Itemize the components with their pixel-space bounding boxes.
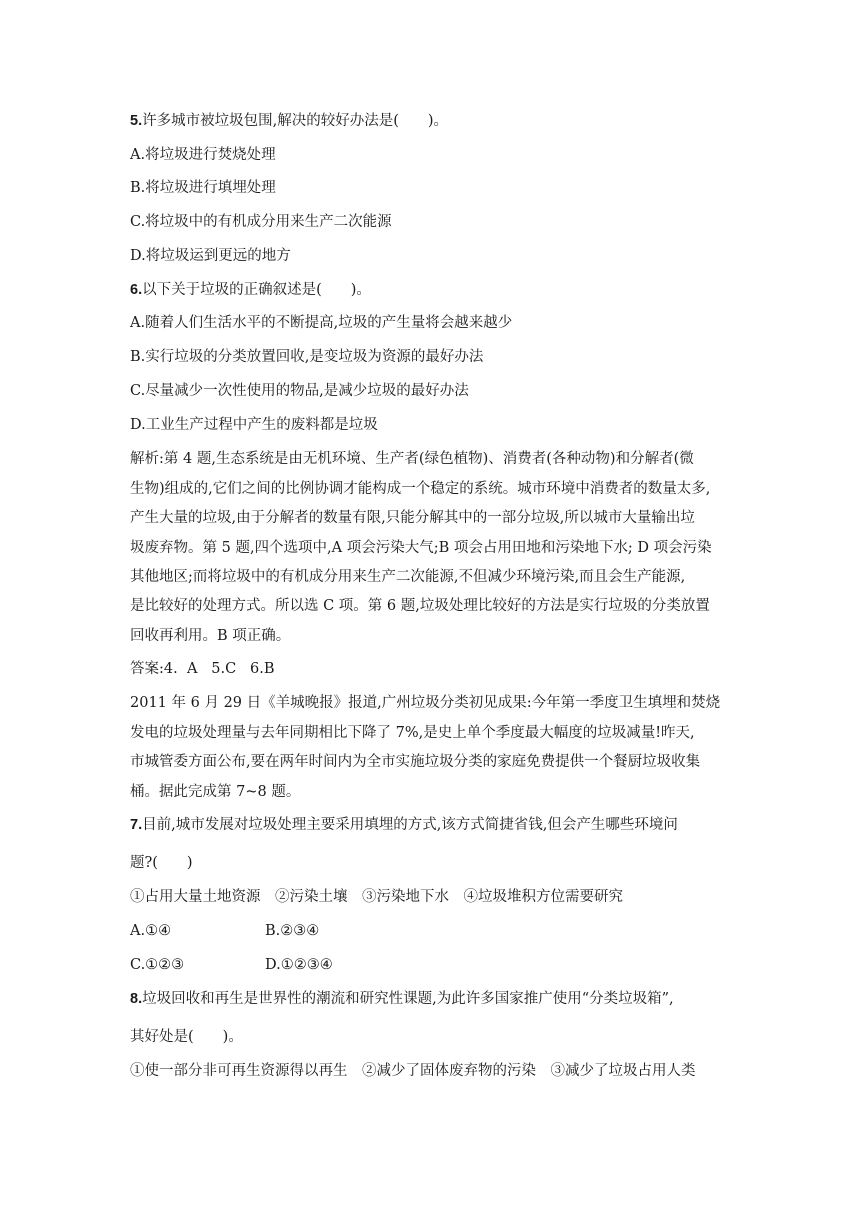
question-number: 6. (130, 282, 143, 298)
analysis-line: 回收再利用。B 项正确。 (130, 628, 291, 644)
option-d: D.①②③④ (265, 957, 333, 973)
question-text: 以下关于垃圾的正确叙述是( )。 (142, 282, 371, 298)
option-c: C.将垃圾中的有机成分用来生产二次能源 (130, 214, 392, 230)
question-6-stem (130, 280, 371, 300)
question-number: 8. (130, 991, 143, 1007)
question-text: 目前,城市发展对垃圾处理主要采用填埋的方式,该方式简捷省钱,但会产生哪些环境问 (142, 817, 678, 833)
option-b: B.②③④ (265, 923, 320, 939)
question-7-stem-cont: 题?( ) (130, 855, 193, 871)
question-8-stem (130, 989, 674, 1009)
answer-line: 答案:4. A 5.C 6.B (130, 661, 275, 677)
option-b: B.实行垃圾的分类放置回收,是变垃圾为资源的最好办法 (130, 349, 484, 365)
question-number: 7. (130, 817, 143, 833)
analysis-line: 生物)组成的,它们之间的比例协调才能构成一个稳定的系统。城市环境中消费者的数量太多, (130, 481, 711, 497)
option-c: C.尽量减少一次性使用的物品,是减少垃圾的最好办法 (130, 383, 469, 399)
analysis-line: 解析:第 4 题,生态系统是由无机环境、生产者(绿色植物)、消费者(各种动物)和分解者(微 (130, 451, 694, 467)
passage-line: 2011 年 6 月 29 日《羊城晚报》报道,广州垃圾分类初见成果:今年第一季度卫生填埋和焚烧 (130, 695, 721, 711)
option-d: D.工业生产过程中产生的废料都是垃圾 (130, 417, 378, 433)
option-d: D.将垃圾运到更远的地方 (130, 248, 291, 264)
question-7-items: ①占用大量土地资源 ②污染土壤 ③污染地下水 ④垃圾堆积方位需要研究 (130, 889, 623, 905)
option-a: A.将垃圾进行焚烧处理 (130, 147, 276, 163)
question-8-stem-cont: 其好处是( )。 (130, 1029, 243, 1045)
question-5-stem (130, 111, 448, 131)
option-c: C.①②③ (130, 957, 185, 973)
question-7-stem (130, 815, 678, 835)
option-b: B.将垃圾进行填埋处理 (130, 180, 276, 196)
question-number: 5. (130, 113, 143, 129)
analysis-line: 产生大量的垃圾,由于分解者的数量有限,只能分解其中的一部分垃圾,所以城市大量输出垃 (130, 510, 695, 526)
analysis-line: 是比较好的处理方式。所以选 C 项。第 6 题,垃圾处理比较好的方法是实行垃圾的分类放置 (130, 598, 710, 614)
option-a: A.①④ (130, 923, 172, 939)
passage-line: 市城管委方面公布,要在两年时间内为全市实施垃圾分类的家庭免费提供一个餐厨垃圾收集 (130, 754, 701, 770)
question-text: 垃圾回收和再生是世界性的潮流和研究性课题,为此许多国家推广使用“分类垃圾箱”, (142, 991, 674, 1007)
analysis-line: 圾废弃物。第 5 题,四个选项中,A 项会污染大气;B 项会占用田地和污染地下水; D 项会污染 (130, 540, 712, 556)
question-text: 许多城市被垃圾包围,解决的较好办法是( )。 (142, 113, 449, 129)
option-a: A.随着人们生活水平的不断提高,垃圾的产生量将会越来越少 (130, 315, 513, 331)
passage-line: 桶。据此完成第 7~8 题。 (130, 784, 301, 800)
question-8-items: ①使一部分非可再生资源得以再生 ②减少了固体废弃物的污染 ③减少了垃圾占用人类 (130, 1063, 696, 1079)
analysis-line: 其他地区;而将垃圾中的有机成分用来生产二次能源,不但减少环境污染,而且会生产能源, (130, 569, 686, 585)
passage-line: 发电的垃圾处理量与去年同期相比下降了 7%,是史上单个季度最大幅度的垃圾减量!昨天, (130, 725, 695, 741)
